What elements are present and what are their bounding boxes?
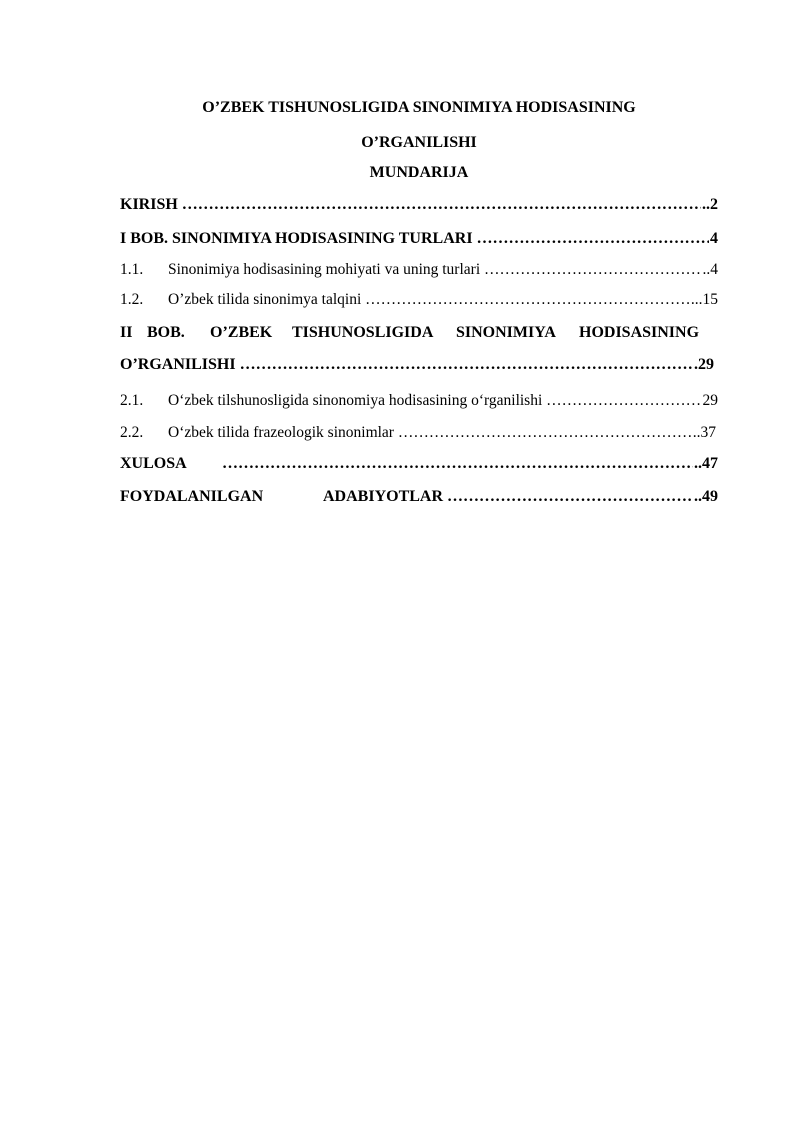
toc-entry-page: ..47: [693, 453, 718, 475]
toc-entry-page: ..37: [692, 422, 716, 444]
toc-entry-page: ..2: [701, 194, 718, 216]
document-title-line-2: O’RGANILISHI: [361, 134, 477, 151]
toc-entry-label: XULOSA: [120, 455, 187, 472]
toc-entry-kirish[interactable]: [120, 194, 718, 216]
toc-word: TISHUNOSLIGIDA: [292, 324, 434, 341]
toc-entry-section-1-1[interactable]: [120, 259, 718, 281]
toc-entry-label: O‘zbek tilshunosligida sinonomiya hodisasining o‘rganilishi: [168, 392, 543, 409]
toc-entry-label: O’zbek tilida sinonimya talqini: [168, 291, 362, 308]
toc-word: ADABIYOTLAR: [323, 488, 444, 505]
toc-entry-page: .29: [693, 354, 714, 376]
toc-word: HODISASINING: [579, 324, 700, 341]
toc-entry-chapter-1[interactable]: [120, 228, 718, 250]
toc-entry-section-2-2[interactable]: [120, 422, 716, 444]
toc-entry-label: O’RGANILISHI: [120, 356, 236, 373]
toc-word: SINONIMIYA: [456, 324, 556, 341]
document-title-line-1: O’ZBEK TISHUNOSLIGIDA SINONIMIYA HODISASINING: [202, 99, 636, 116]
toc-entry-label: KIRISH: [120, 196, 178, 213]
toc-entry-label: I BOB. SINONIMIYA HODISASINING TURLARI: [120, 230, 473, 247]
toc-entry-page: ..49: [693, 486, 718, 508]
toc-entry-number: 2.1.: [120, 392, 144, 409]
toc-entry-xulosa[interactable]: [120, 453, 718, 475]
toc-word: O’ZBEK: [210, 324, 273, 341]
toc-entry-chapter-2-line-2[interactable]: [120, 354, 714, 376]
toc-entry-references[interactable]: [120, 486, 718, 508]
toc-entry-page: ...15: [690, 289, 718, 311]
toc-entry-number: 1.2.: [120, 291, 144, 308]
toc-entry-page: 4: [709, 228, 718, 250]
toc-entry-number: 2.2.: [120, 424, 144, 441]
toc-entry-label: Sinonimiya hodisasining mohiyati va uning turlari: [168, 261, 481, 278]
toc-entry-section-2-1[interactable]: [120, 390, 718, 412]
toc-entry-number: 1.1.: [120, 261, 144, 278]
toc-word: II: [120, 324, 133, 341]
toc-entry-label: O‘zbek tilida frazeologik sinonimlar: [168, 424, 394, 441]
toc-word: BOB.: [147, 324, 185, 341]
toc-entry-chapter-2-line-1[interactable]: [120, 322, 718, 344]
toc-entry-section-1-2[interactable]: [120, 289, 718, 311]
toc-entry-page: ..4: [702, 259, 719, 281]
toc-heading: MUNDARIJA: [369, 164, 469, 181]
toc-entry-page: 29: [702, 390, 719, 412]
toc-word: FOYDALANILGAN: [120, 488, 264, 505]
